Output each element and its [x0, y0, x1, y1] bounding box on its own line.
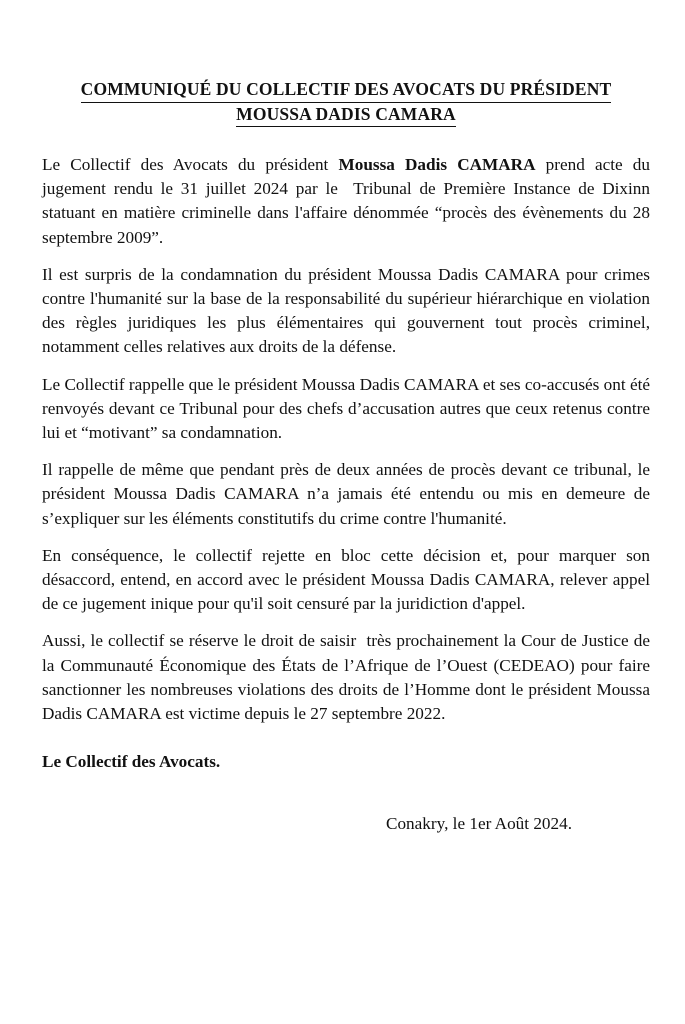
page-title — [42, 78, 650, 127]
paragraph-5: En conséquence, le collectif rejette en bloc cette décision et, pour marquer son désaccord, entend, en accord avec le président Moussa Dadis CAMARA, relever appel de ce jugement inique pour qu'il soit censuré par la juridiction d'appel. — [42, 545, 655, 614]
paragraph-4: Il rappelle de même que pendant près de deux années de procès devant ce tribunal, le président Moussa Dadis CAMARA n’a jamais été entendu ou mis en demeure de s’expliquer sur les éléments constitutifs du crime contre l'humanité. — [42, 460, 655, 528]
paragraph-3: Le Collectif rappelle que le président Moussa Dadis CAMARA et ses co-accusés ont été renvoyés devant ce Tribunal pour des chefs d’accusation autres que ceux retenus contre lui et “motivant” sa condamnation. — [42, 374, 655, 443]
page-title-line-2: MOUSSA DADIS CAMARA — [236, 103, 456, 128]
paragraph-1-text-after-emphasis: prend acte du jugement rendu le 31 juillet 2024 par le Tribunal de Première Instance de Dixinn statuant en matière criminelle dans l'affaire dénommée “procès des évènements du 28 septembre 2009”. — [42, 155, 655, 247]
paragraph-6: Aussi, le collectif se réserve le droit de saisir très prochainement la Cour de Justice de la Communauté Économique des États de l’Afrique de l’Ouest (CEDEAO) pour faire sanctionner les nombreuses violations des droits de l’Homme dont le président Moussa Dadis CAMARA est victime depuis le 27 septembre 2022. — [42, 631, 655, 724]
signature-line: Le Collectif des Avocats. — [42, 752, 221, 772]
paragraph-1-emphasized-name: Moussa Dadis CAMARA — [338, 155, 536, 174]
dateline: Conakry, le 1er Août 2024. — [386, 814, 573, 834]
paragraph-2: Il est surpris de la condamnation du président Moussa Dadis CAMARA pour crimes contre l'humanité sur la base de la responsabilité du supérieur hiérarchique en violation des règles juridiques les plus élémentaires qui gouvernent tout procès criminel, notamment celles relatives aux droits de la défense. — [42, 264, 655, 357]
document-body — [42, 78, 655, 837]
paragraph-1-text-before-emphasis: Le Collectif des Avocats du président — [42, 155, 339, 174]
page-title-line-1: COMMUNIQUÉ DU COLLECTIF DES AVOCATS DU PRÉSIDENT — [81, 78, 612, 103]
paragraph-1 — [42, 153, 655, 250]
